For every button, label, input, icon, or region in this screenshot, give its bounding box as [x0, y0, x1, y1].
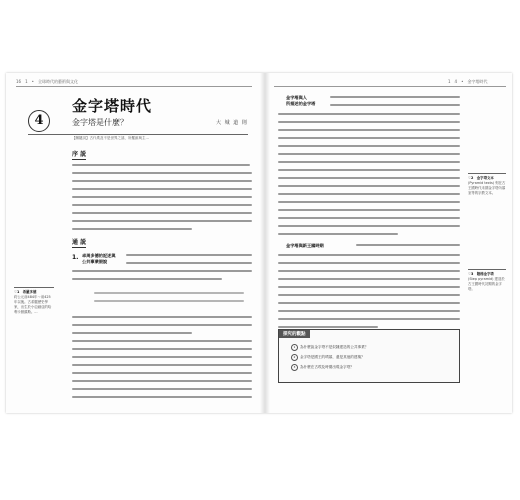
- section-heading-overview: 通 説: [72, 239, 87, 246]
- inquiry-question: 1 為什麼說金字塔不是奴隸建造的公共事業？: [291, 344, 368, 351]
- chapter-number-badge: 4: [28, 110, 50, 132]
- question-number-1-icon: 1: [291, 344, 298, 351]
- right-page: [268, 73, 512, 413]
- side-note-pyramid-texts: [468, 173, 506, 196]
- side-note-label: ♡1 希羅多德: [14, 290, 37, 294]
- question-number-3-icon: 3: [291, 364, 298, 371]
- subheading-new-kingdom: 金字塔與新王國時期: [286, 243, 324, 248]
- body-paragraph-2: [72, 313, 252, 401]
- right-paragraph-2: [278, 251, 460, 331]
- left-page: [6, 73, 261, 413]
- chapter-title: 金字塔時代: [72, 97, 153, 115]
- chapter-author: 大 城 道 則: [216, 120, 248, 126]
- side-note-label: ♡2 金字塔文本: [468, 176, 494, 180]
- subheading-pyramid-people: 金字塔與人 所描述的金字塔: [286, 95, 316, 106]
- inquiry-question: 2 金字塔是國王的墳墓，還是其他的建築？: [291, 354, 365, 361]
- chapter-rule: [28, 134, 248, 135]
- side-note-text: 約公元前484年～前425年以後。古希臘歷史學家，出生於小亞細亞的哈利卡納蘇斯。...: [14, 295, 52, 314]
- inquiry-box-title: 探究的觀點: [279, 330, 310, 338]
- overview-paragraph-right: [126, 251, 252, 267]
- side-note-step-pyramid: [468, 269, 506, 292]
- overview-paragraph: [72, 267, 252, 283]
- header-rule: [16, 86, 252, 87]
- right-paragraph-1b: [278, 110, 460, 238]
- side-note-label: ♡3 階梯金字塔: [468, 272, 494, 276]
- intro-paragraph: [72, 161, 252, 233]
- chapter-subtitle: 金字塔是什麼？: [72, 118, 128, 127]
- running-head-left: 16 1 • 全球時代的藝術與文化: [16, 79, 78, 84]
- subsection-heading: 卓周多德的記述與 公共事業假說: [82, 253, 116, 264]
- side-note-text: (Step pyramid) 建造於古王國時代初期的金字塔。: [468, 277, 505, 291]
- book-spread: [6, 73, 512, 413]
- quote-block: [94, 289, 244, 305]
- header-rule-right: [274, 86, 506, 87]
- section-heading-intro: 序 説: [72, 151, 87, 158]
- running-head-right: 1 4 • 金字塔時代: [448, 79, 488, 84]
- right-paragraph-1: [330, 93, 460, 109]
- side-note-herodotus: [14, 287, 54, 315]
- inquiry-box: [278, 329, 460, 383]
- question-number-2-icon: 2: [291, 354, 298, 361]
- right-paragraph-2a: [356, 241, 460, 249]
- inquiry-question: 3 為什麼在古埃及時期出現金字塔？: [291, 364, 354, 371]
- side-note-text: (Pyramid texts) 刻在古王國時代末期金字塔內墓室等的宗教文本。: [468, 181, 506, 195]
- subsection-number: 1.: [72, 254, 79, 261]
- chapter-abstract: 【關鍵詞】古代埃及不是世界之謎、所羅維與主…: [72, 136, 149, 140]
